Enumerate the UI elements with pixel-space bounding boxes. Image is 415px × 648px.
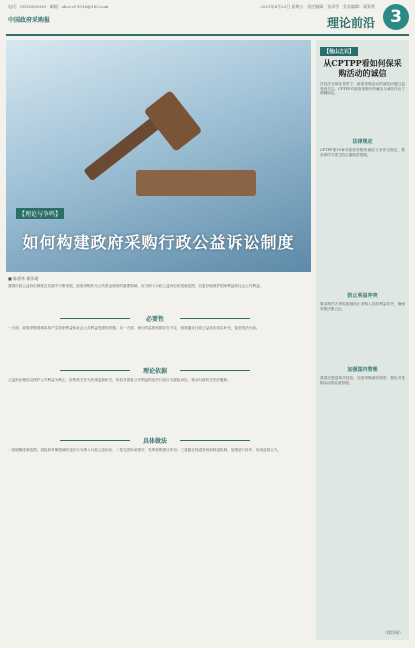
masthead-date-editors: 2021年4月23日 星期五 · 责任编辑：张泽雪 · 美术编辑：梁菊香 bbox=[260, 4, 375, 9]
sidebar-subheading: 防止利益冲突 bbox=[347, 293, 378, 299]
section-rule bbox=[180, 370, 250, 371]
section-heading: 具体做法 bbox=[142, 438, 167, 445]
sidebar-intro: 在经济全球化背景下，政府采购活动的诚信问题日益受到关注。CPTPP对政府采购中的廉洁与诚信作出了明确规定。 bbox=[320, 82, 405, 96]
page-number: 3 bbox=[383, 4, 409, 30]
article-tag: 【理论与争鸣】 bbox=[16, 208, 64, 219]
gavel-block-graphic bbox=[136, 170, 256, 196]
masthead-contact: 电话：(0516)83090 · 邮箱：zhcs·cl·1010@163.com bbox=[8, 4, 109, 9]
section-rule bbox=[60, 370, 130, 371]
section-body: 一是明确受案范围，将政府采购领域的违法行为纳入行政公益诉讼；二是完善诉前程序，发挥检察建议作用；三是健全线索发现和移送机制，加强部门协作，形成监督合力。 bbox=[8, 448, 282, 452]
sidebar-subtext: CPTPP第15章对政府采购的诚信义务作出规定，要求缔约方建立防止腐败的措施。 bbox=[320, 148, 405, 157]
section-title: 理论前沿 bbox=[326, 16, 375, 30]
sidebar-title: 从CPTPP看如何保采购活动的诚信 bbox=[323, 58, 402, 78]
sidebar-tag: 【他山之石】 bbox=[320, 47, 358, 56]
article-intro: 我国行政公益诉讼制度在实践中不断发展，政府采购作为公共资金使用的重要领域，应当纳入行政公益诉讼的受案范围，以更好地维护国家利益和社会公共利益。 bbox=[8, 284, 264, 288]
section-rule bbox=[60, 318, 130, 319]
gavel-head-graphic bbox=[144, 90, 203, 152]
sidebar-subheading: 加强国内管理 bbox=[347, 367, 378, 373]
article-headline: 如何构建政府采购行政公益诉讼制度 bbox=[22, 233, 295, 252]
section-body: 公益诉讼理论以保护公共利益为核心，检察机关作为法律监督机关，有权对损害公共利益的违法行政行为提起诉讼，推动行政机关依法履职。 bbox=[8, 378, 231, 382]
sidebar-author: （徐洋瑶） bbox=[383, 630, 403, 635]
masthead-brand: 中国政府采购报 bbox=[8, 17, 51, 24]
masthead-rule bbox=[6, 34, 409, 36]
section-rule bbox=[60, 440, 130, 441]
hero-image bbox=[6, 40, 311, 272]
section-rule bbox=[180, 318, 250, 319]
section-heading: 理论依据 bbox=[142, 368, 167, 375]
sidebar-subtext: 我国应借鉴相关经验，完善采购诚信制度，强化对采购活动的监督管理。 bbox=[320, 376, 405, 385]
section-heading: 必要性 bbox=[145, 316, 164, 323]
section-rule bbox=[180, 440, 250, 441]
sidebar-subtext: 要求缔约方采取措施防止采购人员的利益冲突，确保采购决策公正。 bbox=[320, 302, 405, 311]
section-body: 一方面，政府采购领域容易产生国家利益和社会公共利益受损的问题。另一方面，现行的监督机制存在不足，亟需通过行政公益诉讼加以补充，促进依法行政。 bbox=[8, 326, 260, 330]
sidebar-subheading: 法律规定 bbox=[352, 139, 373, 145]
article-byline: ■ 陈勇华 徐洋瑶 bbox=[8, 276, 39, 281]
